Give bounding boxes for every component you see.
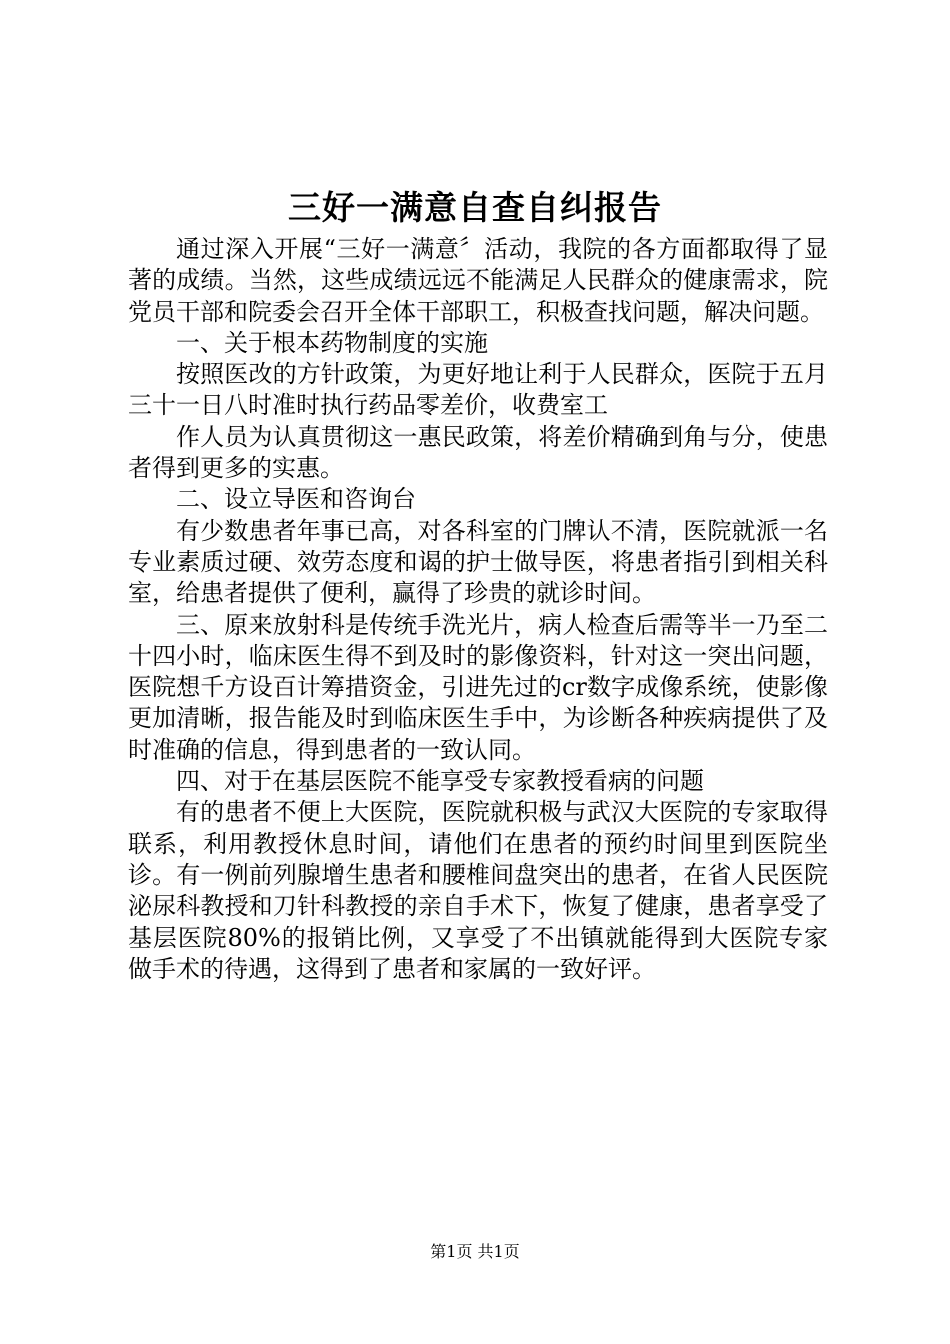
- document-body: [128, 234, 828, 985]
- section-heading-4: 四、对于在基层医院不能享受专家教授看病的问题: [176, 767, 704, 796]
- paragraph: 按照医改的方针政策，为更好地让利于人民群众，医院于五月三十一日八时准时执行药品零差价，收费室工: [128, 360, 828, 420]
- section-heading-1: 一、关于根本药物制度的实施: [176, 328, 488, 357]
- paragraph: 有少数患者年事已高，对各科室的门牌认不清，医院就派一名专业素质过硬、效劳态度和谒的护士做导医，将患者指引到相关科室，给患者提供了便利，赢得了珍贵的就诊时间。: [128, 516, 828, 608]
- page-footer: 第1页 共1页: [430, 1242, 520, 1261]
- section-heading-2: 二、设立导医和咨询台: [176, 485, 416, 514]
- paragraph: 作人员为认真贯彻这一惠民政策，将差价精确到角与分，使患者得到更多的实惠。: [128, 422, 828, 483]
- section-3-paragraph: 三、原来放射科是传统手洗光片，病人检查后需等半一乃至二十四小时，临床医生得不到及时的影像资料，针对这一突出问题，医院想千方设百计筹措资金，引进先过的cr数字成像系统，使影像更加清晰，报告能及时到临床医生手中，为诊断各种疾病提供了及时准确的信息，得到患者的一致认同。: [128, 610, 828, 764]
- paragraph-intro: 通过深入开展“三好一满意〞活动，我院的各方面都取得了显著的成绩。当然，这些成绩远远不能满足人民群众的健康需求，院党员干部和院委会召开全体干部职工，积极查找问题，解决问题。: [128, 235, 828, 326]
- paragraph: 有的患者不便上大医院，医院就积极与武汉大医院的专家取得联系，利用教授休息时间，请他们在患者的预约时间里到医院坐诊。有一例前列腺增生患者和腰椎间盘突出的患者，在省人民医院泌尿科教授和刀针科教授的亲自手术下，恢复了健康，患者享受了基层医院80%的报销比例，又享受了不出镇就能得到大医院专家做手术的待遇，这得到了患者和家属的一致好评。: [128, 798, 828, 983]
- page-title: 三好一满意自查自纠报告: [288, 188, 662, 227]
